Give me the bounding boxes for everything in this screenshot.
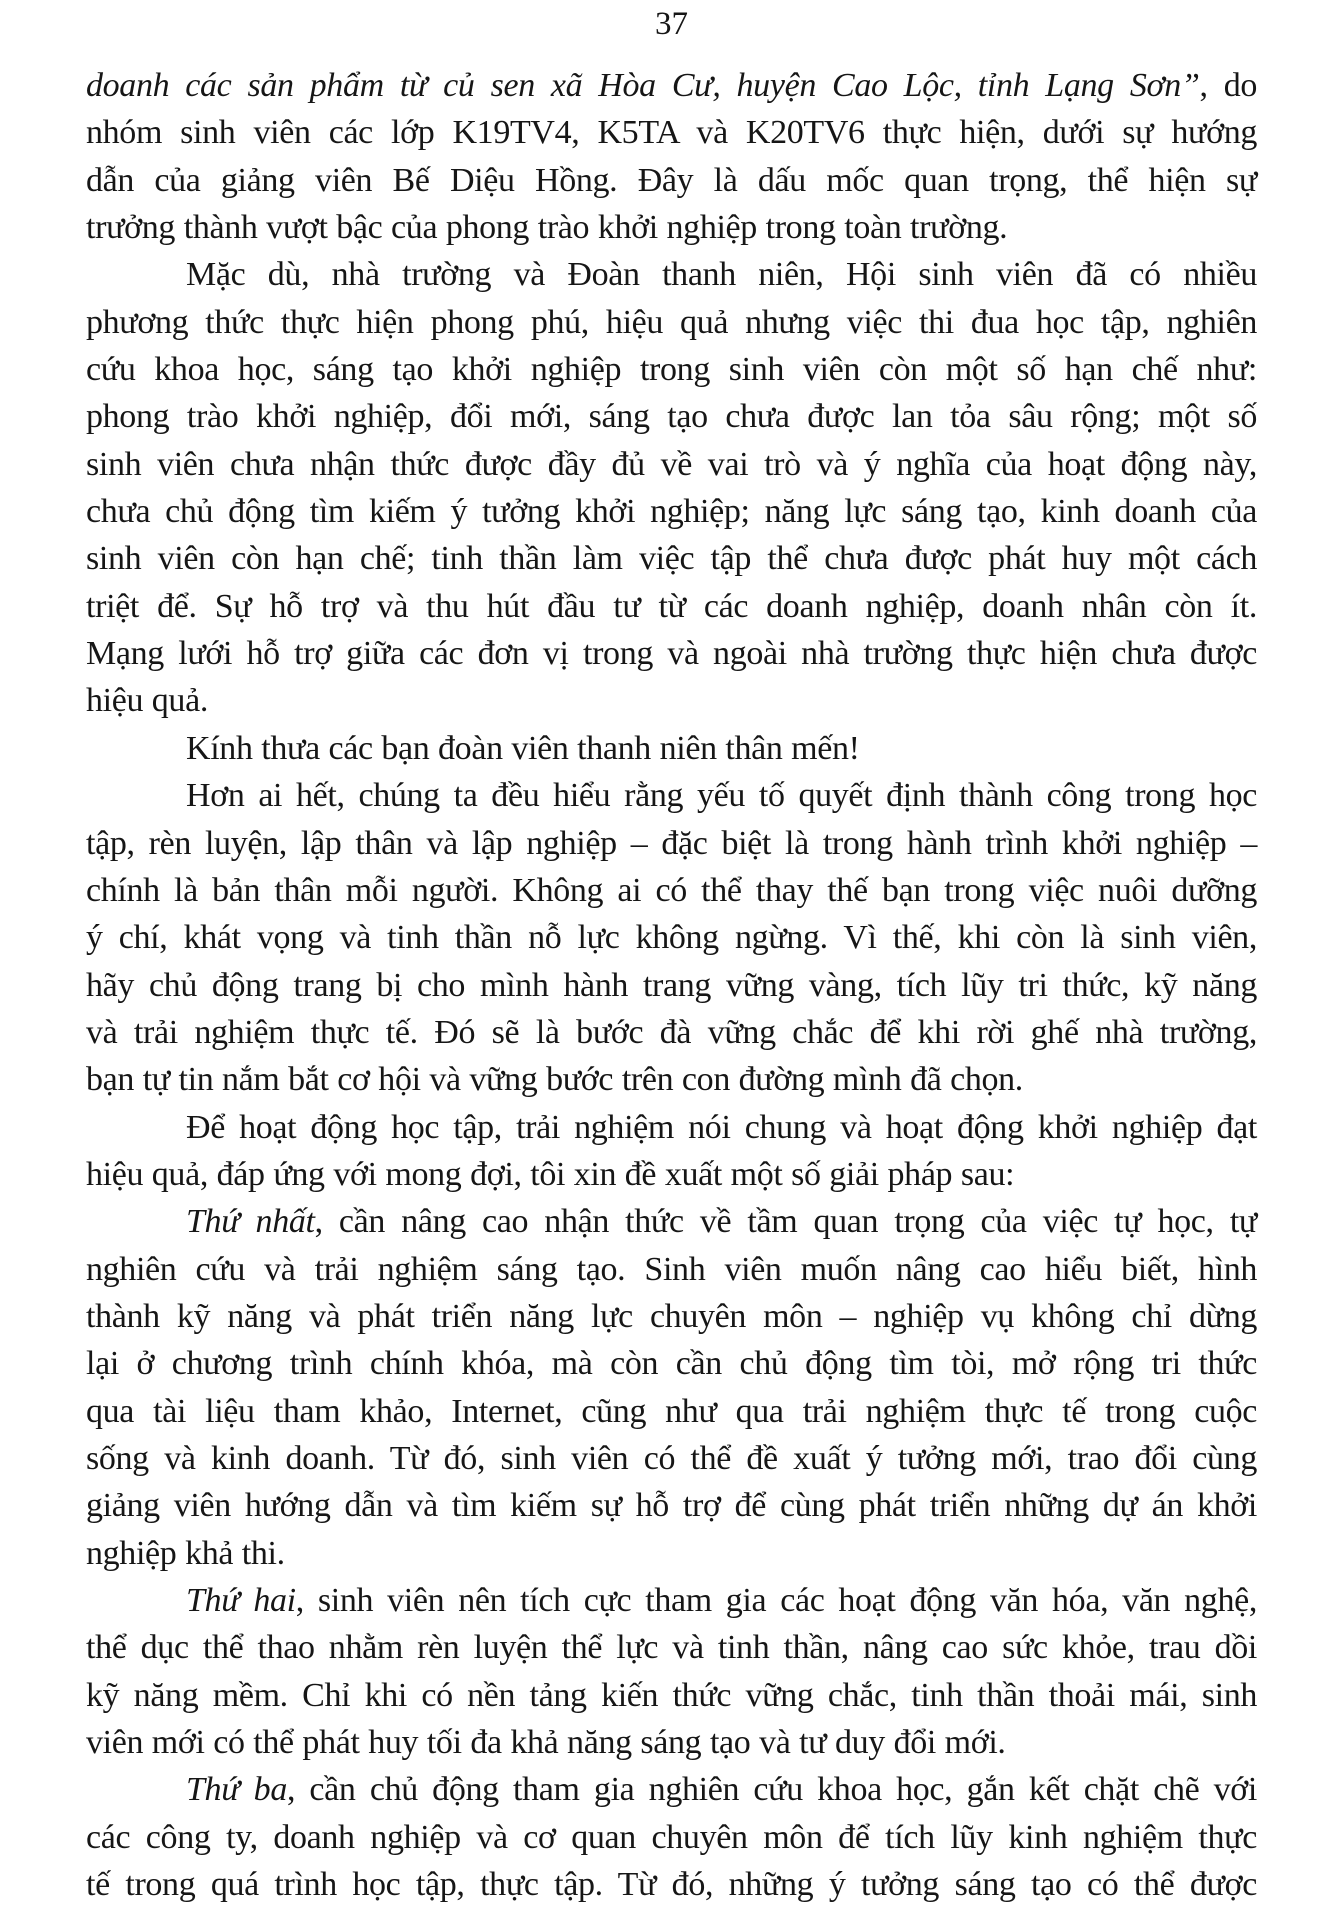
text-segment: ý chí, khát vọng và tinh thần nỗ lực không ngừng. Vì thế, khi còn là sinh viên, — [86, 919, 1257, 957]
paragraph — [86, 1198, 1257, 1577]
text-segment: giảng viên hướng dẫn và tìm kiếm sự hỗ trợ để cùng phát triển những dự án khởi — [86, 1487, 1257, 1525]
text-line — [86, 630, 1257, 677]
text-line — [86, 1151, 1257, 1198]
text-line — [86, 1861, 1257, 1908]
text-line — [86, 1056, 1257, 1103]
text-segment: Mạng lưới hỗ trợ giữa các đơn vị trong và ngoài nhà trường thực hiện chưa được — [86, 635, 1257, 673]
text-segment: doanh các sản phẩm từ củ sen xã Hòa Cư, huyện Cao Lộc, tỉnh Lạng Sơn” — [86, 67, 1200, 104]
text-segment: thể dục thể thao nhằm rèn luyện thể lực và tinh thần, nâng cao sức khỏe, trau dồi — [86, 1629, 1257, 1667]
text-segment: nghiên cứu và trải nghiệm sáng tạo. Sinh viên muốn nâng cao hiểu biết, hình — [86, 1250, 1257, 1288]
text-line — [86, 1577, 1257, 1624]
text-segment: Để hoạt động học tập, trải nghiệm nói chung và hoạt động khởi nghiệp đạt — [186, 1108, 1257, 1146]
paragraph — [86, 1577, 1257, 1766]
text-line — [86, 962, 1257, 1009]
text-line — [86, 725, 1257, 772]
paragraph — [86, 725, 1257, 772]
text-line — [86, 1009, 1257, 1056]
text-segment: nghiệp khả thi. — [86, 1534, 285, 1572]
text-segment: Mặc dù, nhà trường và Đoàn thanh niên, Hội sinh viên đã có nhiều — [186, 256, 1257, 294]
paragraph — [86, 772, 1257, 1103]
text-segment: Hơn ai hết, chúng ta đều hiểu rằng yếu tố quyết định thành công trong học — [186, 777, 1257, 815]
text-segment: bạn tự tin nắm bắt cơ hội và vững bước trên con đường mình đã chọn. — [86, 1061, 1023, 1099]
text-segment: thành kỹ năng và phát triển năng lực chuyên môn – nghiệp vụ không chỉ dừng — [86, 1297, 1257, 1335]
text-segment: các công ty, doanh nghiệp và cơ quan chuyên môn để tích lũy kinh nghiệm thực — [86, 1818, 1257, 1856]
text-line — [86, 299, 1257, 346]
text-segment: sinh viên chưa nhận thức được đầy đủ về vai trò và ý nghĩa của hoạt động này, — [86, 445, 1257, 483]
text-segment: chính là bản thân mỗi người. Không ai có thể thay thế bạn trong việc nuôi dưỡng — [86, 871, 1257, 909]
text-segment: và trải nghiệm thực tế. Đó sẽ là bước đà vững chắc để khi rời ghế nhà trường, — [86, 1013, 1257, 1051]
text-line — [86, 1719, 1257, 1766]
paragraph — [86, 1104, 1257, 1199]
text-segment: hãy chủ động trang bị cho mình hành trang vững vàng, tích lũy tri thức, kỹ năng — [86, 966, 1257, 1004]
text-segment: triệt để. Sự hỗ trợ và thu hút đầu tư từ các doanh nghiệp, doanh nhân còn ít. — [86, 587, 1257, 625]
text-segment: trưởng thành vượt bậc của phong trào khởi nghiệp trong toàn trường. — [86, 209, 1008, 247]
text-segment: hiệu quả, đáp ứng với mong đợi, tôi xin đề xuất một số giải pháp sau: — [86, 1155, 1015, 1193]
text-segment: hiệu quả. — [86, 682, 208, 720]
text-line — [86, 1340, 1257, 1387]
text-line — [86, 441, 1257, 488]
paragraph — [86, 251, 1257, 724]
text-segment: phong trào khởi nghiệp, đổi mới, sáng tạo chưa được lan tỏa sâu rộng; một số — [86, 398, 1257, 436]
text-line — [86, 393, 1257, 440]
text-segment: Thứ ba — [186, 1771, 287, 1809]
text-line — [86, 1814, 1257, 1861]
text-line — [86, 62, 1257, 109]
page-number: 37 — [655, 6, 688, 42]
text-segment: sống và kinh doanh. Từ đó, sinh viên có thể đề xuất ý tưởng mới, trao đổi cùng — [86, 1439, 1257, 1477]
text-line — [86, 1388, 1257, 1435]
text-line — [86, 346, 1257, 393]
paragraph — [86, 62, 1257, 251]
text-line — [86, 157, 1257, 204]
text-segment: Thứ nhất — [186, 1203, 315, 1241]
text-segment: , sinh viên nên tích cực tham gia các hoạt động văn hóa, văn nghệ, — [295, 1582, 1258, 1619]
text-line — [86, 488, 1257, 535]
text-line — [86, 1624, 1257, 1671]
text-line — [86, 583, 1257, 630]
text-line — [86, 1482, 1257, 1529]
text-segment: , do — [1199, 67, 1257, 104]
text-line — [86, 1104, 1257, 1151]
text-line — [86, 772, 1257, 819]
text-segment: chưa chủ động tìm kiếm ý tưởng khởi nghiệp; năng lực sáng tạo, kinh doanh của — [86, 493, 1257, 531]
text-segment: nhóm sinh viên các lớp K19TV4, K5TA và K20TV6 thực hiện, dưới sự hướng — [86, 114, 1257, 152]
text-line — [86, 1246, 1257, 1293]
text-line — [86, 251, 1257, 298]
text-line — [86, 1530, 1257, 1577]
text-segment: Kính thưa các bạn đoàn viên thanh niên thân mến! — [186, 729, 860, 767]
text-line — [86, 1672, 1257, 1719]
text-segment: , cần chủ động tham gia nghiên cứu khoa học, gắn kết chặt chẽ với — [287, 1771, 1257, 1809]
text-line — [86, 1766, 1257, 1813]
text-segment: cứu khoa học, sáng tạo khởi nghiệp trong sinh viên còn một số hạn chế như: — [86, 351, 1257, 389]
text-segment: kỹ năng mềm. Chỉ khi có nền tảng kiến thức vững chắc, tinh thần thoải mái, sinh — [86, 1676, 1257, 1714]
text-line — [86, 1198, 1257, 1245]
text-segment: viên mới có thể phát huy tối đa khả năng sáng tạo và tư duy đổi mới. — [86, 1724, 1006, 1762]
text-segment: tế trong quá trình học tập, thực tập. Từ đó, những ý tưởng sáng tạo có thể được — [86, 1866, 1257, 1904]
document-body — [86, 62, 1257, 1908]
text-line — [86, 535, 1257, 582]
text-segment: dẫn của giảng viên Bế Diệu Hồng. Đây là dấu mốc quan trọng, thể hiện sự — [86, 161, 1257, 199]
text-line — [86, 677, 1257, 724]
text-segment: Thứ hai — [186, 1582, 296, 1619]
text-line — [86, 204, 1257, 251]
text-segment: , cần nâng cao nhận thức về tầm quan trọng của việc tự học, tự — [314, 1203, 1257, 1241]
text-line — [86, 1293, 1257, 1340]
text-line — [86, 109, 1257, 156]
text-segment: phương thức thực hiện phong phú, hiệu quả nhưng việc thi đua học tập, nghiên — [86, 303, 1257, 341]
text-line — [86, 867, 1257, 914]
text-segment: sinh viên còn hạn chế; tinh thần làm việc tập thể chưa được phát huy một cách — [86, 540, 1257, 578]
text-segment: lại ở chương trình chính khóa, mà còn cần chủ động tìm tòi, mở rộng tri thức — [86, 1345, 1257, 1383]
text-line — [86, 1435, 1257, 1482]
text-line — [86, 914, 1257, 961]
text-segment: tập, rèn luyện, lập thân và lập nghiệp – đặc biệt là trong hành trình khởi nghiệp – — [86, 824, 1257, 862]
paragraph — [86, 1766, 1257, 1908]
text-segment: qua tài liệu tham khảo, Internet, cũng như qua trải nghiệm thực tế trong cuộc — [86, 1392, 1257, 1430]
text-line — [86, 820, 1257, 867]
